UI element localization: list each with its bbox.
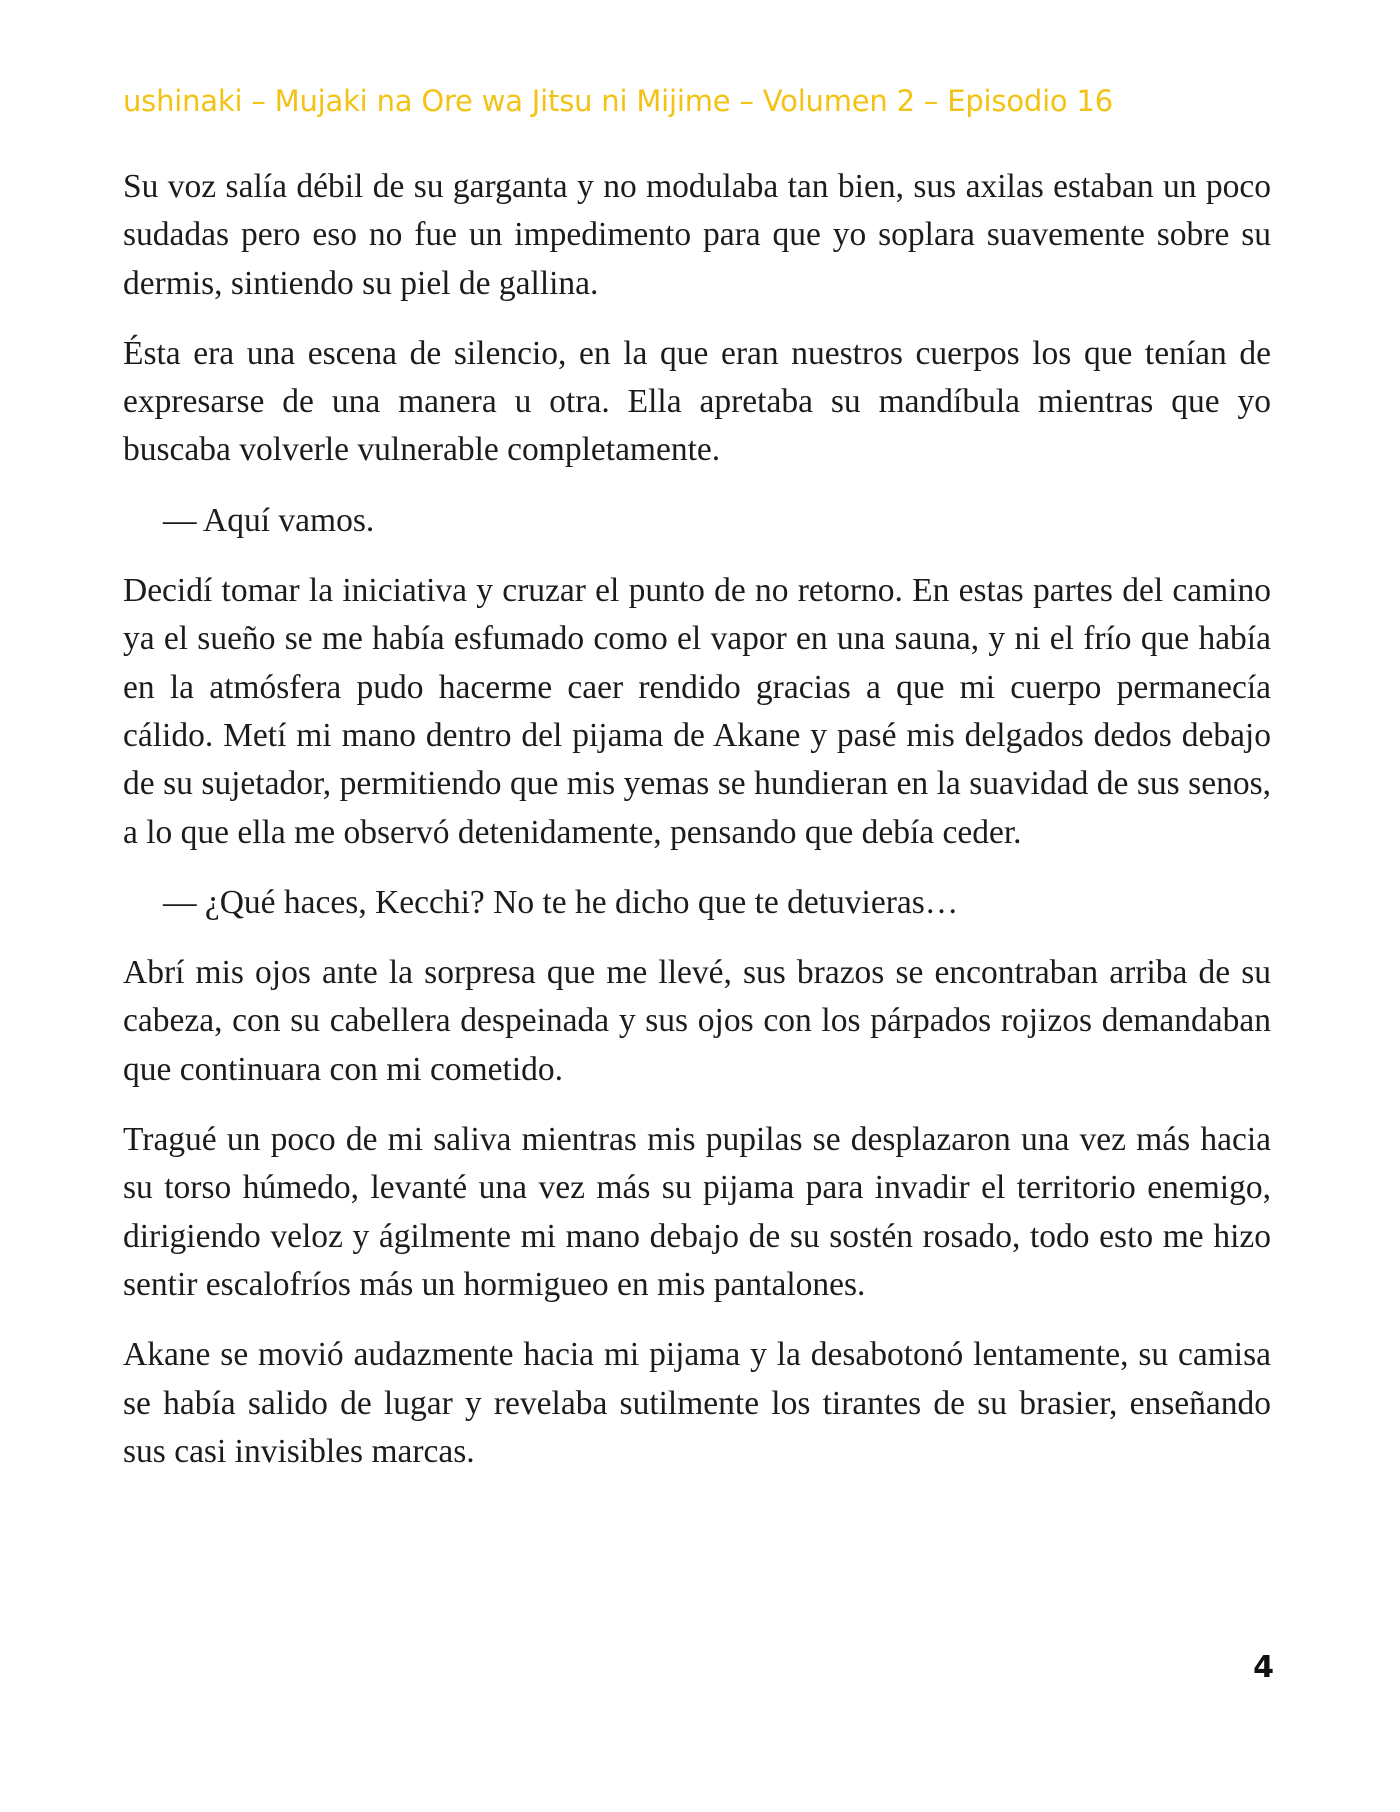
page-number: 4 <box>1253 1650 1274 1685</box>
paragraph: Decidí tomar la iniciativa y cruzar el punto de no retorno. En estas partes del camino ya el sueño se me había esfumado como el vapor en una sauna, y ni el frío que había en la atmósfera pudo hacerme caer rendido gracias a que mi cuerpo permanecía cálido. Metí mi mano dentro del pijama de Akane y pasé mis delgados dedos debajo de su sujetador, permitiendo que mis yemas se hundieran en la suavidad de sus senos, a lo que ella me observó detenidamente, pensando que debía ceder. <box>123 572 1271 851</box>
paragraph: Tragué un poco de mi saliva mientras mis pupilas se desplazaron una vez más hacia su torso húmedo, levanté una vez más su pijama para invadir el territorio enemigo, dirigiendo veloz y ágilmente mi mano debajo de su sostén rosado, todo esto me hizo sentir escalofríos más un hormigueo en mis pantalones. <box>123 1121 1271 1303</box>
paragraph: Akane se movió audazmente hacia mi pijama y la desabotonó lentamente, su camisa se había salido de lugar y revelaba sutilmente los tirantes de su brasier, enseñando sus casi invisibles marcas. <box>123 1336 1271 1470</box>
running-header: ushinaki – Mujaki na Ore wa Jitsu ni Mijime – Volumen 2 – Episodio 16 <box>123 84 1113 118</box>
body-text <box>123 163 1271 1498</box>
dialogue-line: — ¿Qué haces, Kecchi? No te he dicho que te detuvieras… <box>163 883 959 921</box>
paragraph: Su voz salía débil de su garganta y no modulaba tan bien, sus axilas estaban un poco sudadas pero eso no fue un impedimento para que yo soplara suavemente sobre su dermis, sintiendo su piel de gallina. <box>123 168 1271 302</box>
paragraph: Abrí mis ojos ante la sorpresa que me llevé, sus brazos se encontraban arriba de su cabeza, con su cabellera despeinada y sus ojos con los párpados rojizos demandaban que continuara con mi cometido. <box>123 954 1271 1088</box>
paragraph: Ésta era una escena de silencio, en la que eran nuestros cuerpos los que tenían de expresarse de una manera u otra. Ella apretaba su mandíbula mientras que yo buscaba volverle vulnerable completamente. <box>123 334 1271 469</box>
dialogue-line: — Aquí vamos. <box>163 501 375 539</box>
